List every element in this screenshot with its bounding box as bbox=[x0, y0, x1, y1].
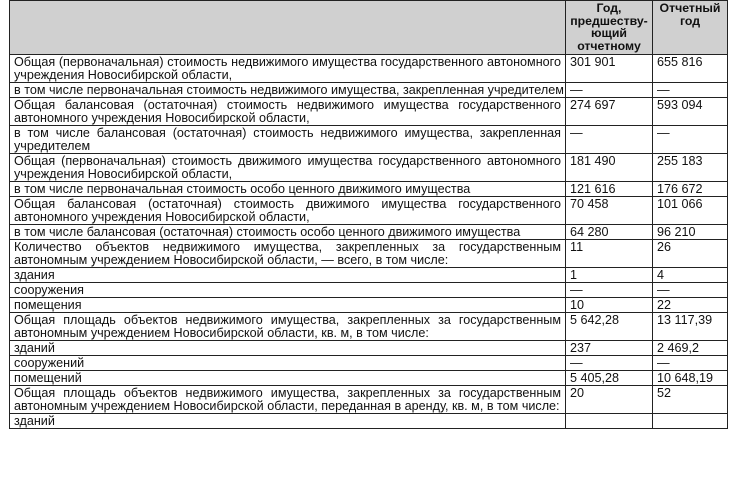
row-label: в том числе балансовая (остаточная) стоимость недвижимого имущества, закрепленная учредителем bbox=[10, 126, 566, 154]
table-row bbox=[10, 313, 728, 341]
header-current-year-line: Отчетный bbox=[659, 1, 721, 15]
row-prev-value: — bbox=[566, 283, 653, 298]
row-current-value: 22 bbox=[653, 298, 728, 313]
table-row bbox=[10, 182, 728, 197]
row-prev-value: 121 616 bbox=[566, 182, 653, 197]
row-current-value: — bbox=[653, 83, 728, 98]
row-current-value: 655 816 bbox=[653, 55, 728, 83]
row-current-value: 26 bbox=[653, 240, 728, 268]
row-label: Общая балансовая (остаточная) стоимость движимого имущества государственного автономного учреждения Новосибирской области, bbox=[10, 197, 566, 225]
row-prev-value: 11 bbox=[566, 240, 653, 268]
row-label: в том числе первоначальная стоимость особо ценного движимого имущества bbox=[10, 182, 566, 197]
header-current-year-line: год bbox=[679, 13, 701, 28]
header-prev-year-line: отчетному bbox=[577, 38, 641, 53]
table-row bbox=[10, 197, 728, 225]
table-row bbox=[10, 154, 728, 182]
row-prev-value: 10 bbox=[566, 298, 653, 313]
header-prev-year-line: Год, bbox=[596, 1, 622, 15]
row-prev-value: 70 458 bbox=[566, 197, 653, 225]
row-current-value: — bbox=[653, 356, 728, 371]
row-current-value: 593 094 bbox=[653, 98, 728, 126]
row-label: сооружений bbox=[10, 356, 566, 371]
row-prev-value: 237 bbox=[566, 341, 653, 356]
row-label: помещения bbox=[10, 298, 566, 313]
table-row bbox=[10, 83, 728, 98]
row-prev-value: 1 bbox=[566, 268, 653, 283]
row-current-value: 96 210 bbox=[653, 225, 728, 240]
row-prev-value: — bbox=[566, 356, 653, 371]
table-header-row bbox=[10, 1, 728, 55]
row-label: Количество объектов недвижимого имущества, закрепленных за государственным автономным учреждением Новосибирской области, — всего, в том числе: bbox=[10, 240, 566, 268]
row-label: Общая балансовая (остаточная) стоимость недвижимого имущества государственного автономного учреждения Новосибирской области, bbox=[10, 98, 566, 126]
row-label: Общая (первоначальная) стоимость движимого имущества государственного автономного учреждения Новосибирской области, bbox=[10, 154, 566, 182]
row-prev-value: 5 405,28 bbox=[566, 371, 653, 386]
header-current-year bbox=[653, 1, 728, 55]
row-label: зданий bbox=[10, 341, 566, 356]
row-label: помещений bbox=[10, 371, 566, 386]
row-prev-value: — bbox=[566, 83, 653, 98]
property-report-table bbox=[9, 0, 728, 429]
row-prev-value: — bbox=[566, 126, 653, 154]
row-label: зданий bbox=[10, 414, 566, 429]
row-current-value: — bbox=[653, 126, 728, 154]
row-label: сооружения bbox=[10, 283, 566, 298]
table-row bbox=[10, 356, 728, 371]
row-current-value: 13 117,39 bbox=[653, 313, 728, 341]
row-current-value: 255 183 bbox=[653, 154, 728, 182]
row-prev-value bbox=[566, 414, 653, 429]
row-label: Общая (первоначальная) стоимость недвижимого имущества государственного автономного учреждения Новосибирской области, bbox=[10, 55, 566, 83]
header-prev-year-line: предшеству- bbox=[570, 13, 648, 28]
row-prev-value: 301 901 bbox=[566, 55, 653, 83]
row-prev-value: 20 bbox=[566, 386, 653, 414]
row-label: Общая площадь объектов недвижимого имущества, закрепленных за государственным автономным учреждением Новосибирской области, переданная в аренду, кв. м, в том числе: bbox=[10, 386, 566, 414]
header-description-cell bbox=[10, 1, 566, 55]
table-row bbox=[10, 98, 728, 126]
row-current-value: 4 bbox=[653, 268, 728, 283]
table-row bbox=[10, 283, 728, 298]
row-current-value: 52 bbox=[653, 386, 728, 414]
row-current-value: 176 672 bbox=[653, 182, 728, 197]
row-current-value: 2 469,2 bbox=[653, 341, 728, 356]
row-label: здания bbox=[10, 268, 566, 283]
table-row bbox=[10, 414, 728, 429]
table-row bbox=[10, 225, 728, 240]
row-prev-value: 274 697 bbox=[566, 98, 653, 126]
table-row bbox=[10, 371, 728, 386]
table-row bbox=[10, 298, 728, 313]
table-row bbox=[10, 386, 728, 414]
table-row bbox=[10, 341, 728, 356]
header-prev-year-line: ющий bbox=[591, 26, 627, 40]
header-prev-year bbox=[566, 1, 653, 55]
row-prev-value: 64 280 bbox=[566, 225, 653, 240]
row-label: Общая площадь объектов недвижимого имущества, закрепленных за государственным автономным учреждением Новосибирской области, кв. м, в том числе: bbox=[10, 313, 566, 341]
row-current-value: 101 066 bbox=[653, 197, 728, 225]
table-row bbox=[10, 55, 728, 83]
row-current-value bbox=[653, 414, 728, 429]
row-prev-value: 5 642,28 bbox=[566, 313, 653, 341]
row-label: в том числе первоначальная стоимость недвижимого имущества, закрепленная учредителем bbox=[10, 83, 566, 98]
table-row bbox=[10, 126, 728, 154]
table-row bbox=[10, 240, 728, 268]
row-label: в том числе балансовая (остаточная) стоимость особо ценного движимого имущества bbox=[10, 225, 566, 240]
row-prev-value: 181 490 bbox=[566, 154, 653, 182]
row-current-value: 10 648,19 bbox=[653, 371, 728, 386]
row-current-value: — bbox=[653, 283, 728, 298]
table-row bbox=[10, 268, 728, 283]
